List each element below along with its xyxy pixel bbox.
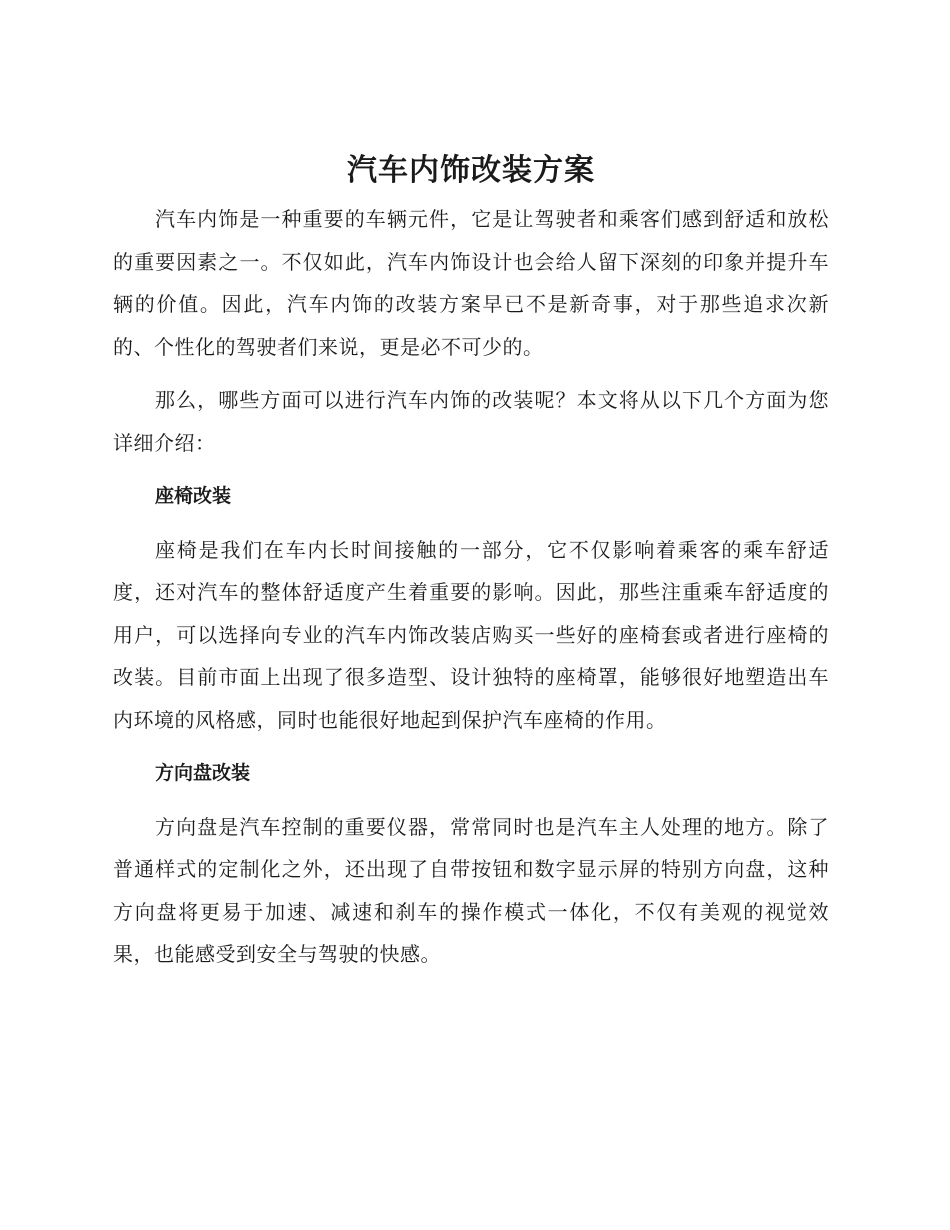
section-heading-steering-wheel: 方向盘改装 [155, 762, 251, 784]
paragraph-spacer [113, 741, 829, 752]
document-title: 汽车内饰改装方案 [347, 153, 595, 188]
paragraph-spacer [113, 464, 829, 475]
intro-paragraph-2: 那么，哪些方面可以进行汽车内饰的改装呢？本文将从以下几个方面为您详细介绍： [113, 388, 829, 455]
document-page [113, 150, 829, 976]
intro-paragraph-1: 汽车内饰是一种重要的车辆元件，它是让驾驶者和乘客们感到舒适和放松的重要因素之一。不仅如此，汽车内饰设计也会给人留下深刻的印象并提升车辆的价值。因此，汽车内饰的改装方案早已不是新奇事，对于那些追求次新的、个性化的驾驶者们来说，更是必不可少的。 [113, 207, 829, 359]
section-body-steering-wheel: 方向盘是汽车控制的重要仪器，常常同时也是汽车主人处理的地方。除了普通样式的定制化之外，还出现了自带按钮和数字显示屏的特别方向盘，这种方向盘将更易于加速、减速和刹车的操作模式一体化，不仅有美观的视觉效果，也能感受到安全与驾驶的快感。 [113, 814, 829, 966]
section-body-seat: 座椅是我们在车内长时间接触的一部分，它不仅影响着乘客的乘车舒适度，还对汽车的整体舒适度产生着重要的影响。因此，那些注重乘车舒适度的用户，可以选择向专业的汽车内饰改装店购买一些好的座椅套或者进行座椅的改装。目前市面上出现了很多造型、设计独特的座椅罩，能够很好地塑造出车内环境的风格感，同时也能很好地起到保护汽车座椅的作用。 [113, 537, 829, 732]
paragraph-spacer [113, 518, 829, 529]
section-heading-seat: 座椅改装 [155, 485, 232, 507]
paragraph-spacer [113, 795, 829, 806]
paragraph-spacer [113, 368, 829, 379]
